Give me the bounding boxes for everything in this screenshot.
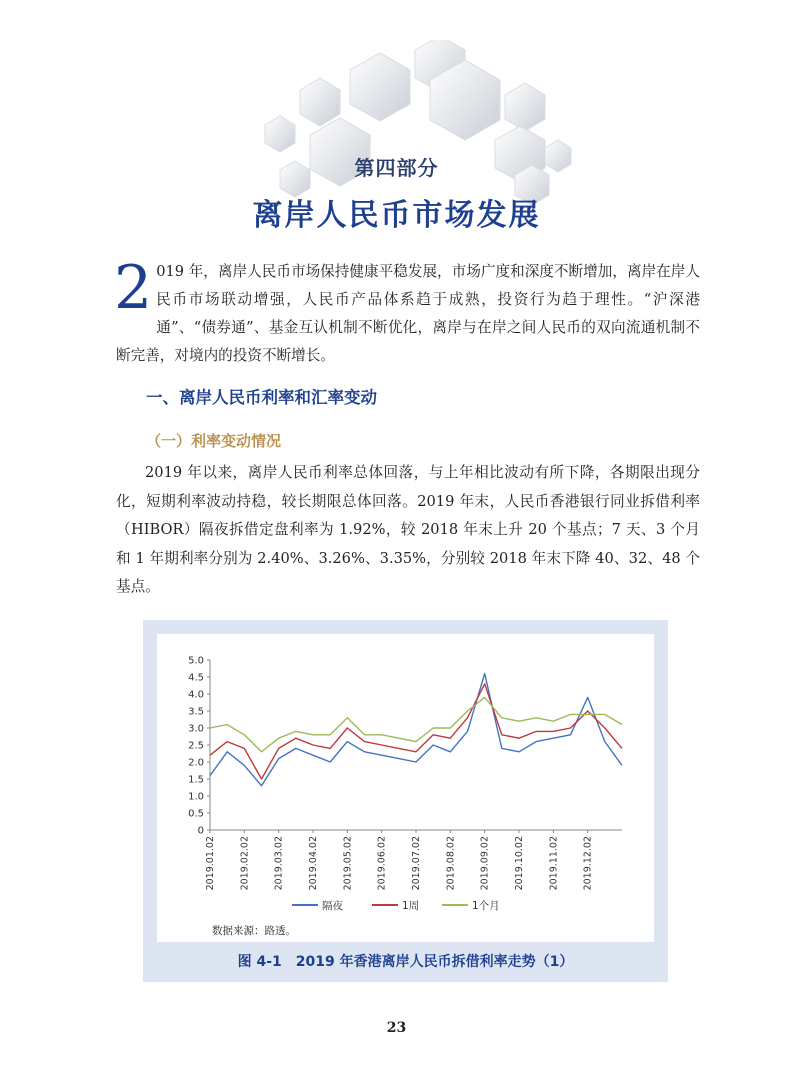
x-tick-label: 2019.02.02 [239,836,251,891]
x-tick-label: 2019.09.02 [479,836,491,891]
x-tick-label: 2019.04.02 [308,836,319,891]
x-tick-label: 2019.11.02 [548,836,560,891]
drop-cap: 2 [114,253,153,323]
y-tick-label: 3.5 [188,706,204,718]
y-tick-label: 4.0 [188,689,204,701]
line-chart [157,634,654,942]
series-line-2 [210,684,622,779]
section-heading: 一、离岸人民币利率和汇率变动 [146,388,377,407]
legend-label: 1个月 [472,900,500,912]
y-tick-label: 2.5 [188,740,204,752]
legend-label: 1周 [402,900,420,912]
x-tick-label: 2019.08.02 [445,836,457,891]
y-tick-label: 5.0 [188,655,204,667]
y-tick-label: 1.5 [188,774,204,786]
intro-text: 019 年，离岸人民币市场保持健康平稳发展，市场广度和深度不断增加，离岸在岸人民币市场联动增强，人民币产品体系趋于成熟，投资行为趋于理性。“沪深港通”、“债券通”、基金互认机制不断优化，离岸与在岸之间人民币的双向流通机制不断完善，对境内的投资不断增长。 [116,263,700,364]
y-tick-label: 0 [197,825,204,837]
x-tick-label: 2019.05.02 [342,836,354,891]
intro-paragraph [114,253,700,370]
chapter-title: 离岸人民币市场发展 [252,198,541,233]
x-tick-label: 2019.03.02 [273,836,285,891]
body-paragraph: 2019 年以来，离岸人民币利率总体回落，与上年相比波动有所下降，各期限出现分化，短期利率波动持稳，较长期限总体回落。2019 年末，人民币香港银行同业拆借利率（HIBOR）隔夜拆借定盘利率为 1.92%，较 2018 年末上升 20 个基点；7 天、3 个月和 1 年期利率分别为 2.40%、3.26%、3.35%，分别较 2018 年末下降 40、32、48 个基点。 [116,464,700,595]
part-label: 第四部分 [354,156,439,180]
y-tick-label: 3.0 [188,723,204,735]
series-line-3 [210,697,622,751]
page-number: 23 [386,1020,407,1036]
x-tick-label: 2019.06.02 [376,836,388,891]
y-tick-label: 4.5 [188,672,204,684]
figure-caption: 图 4-1 2019 年香港离岸人民币拆借利率走势（1） [237,954,574,970]
legend-label: 隔夜 [322,900,343,912]
x-tick-label: 2019.12.02 [582,836,594,891]
subsection-heading: （一）利率变动情况 [146,432,282,450]
y-tick-label: 2.0 [188,757,204,769]
y-tick-label: 0.5 [188,808,204,820]
y-tick-label: 1.0 [188,791,204,803]
chapter-header [0,0,793,250]
x-tick-label: 2019.07.02 [411,836,422,891]
x-tick-label: 2019.01.02 [205,836,216,891]
chart-panel [157,634,654,942]
x-tick-label: 2019.10.02 [514,836,525,891]
data-source: 数据来源：路透。 [212,925,296,937]
